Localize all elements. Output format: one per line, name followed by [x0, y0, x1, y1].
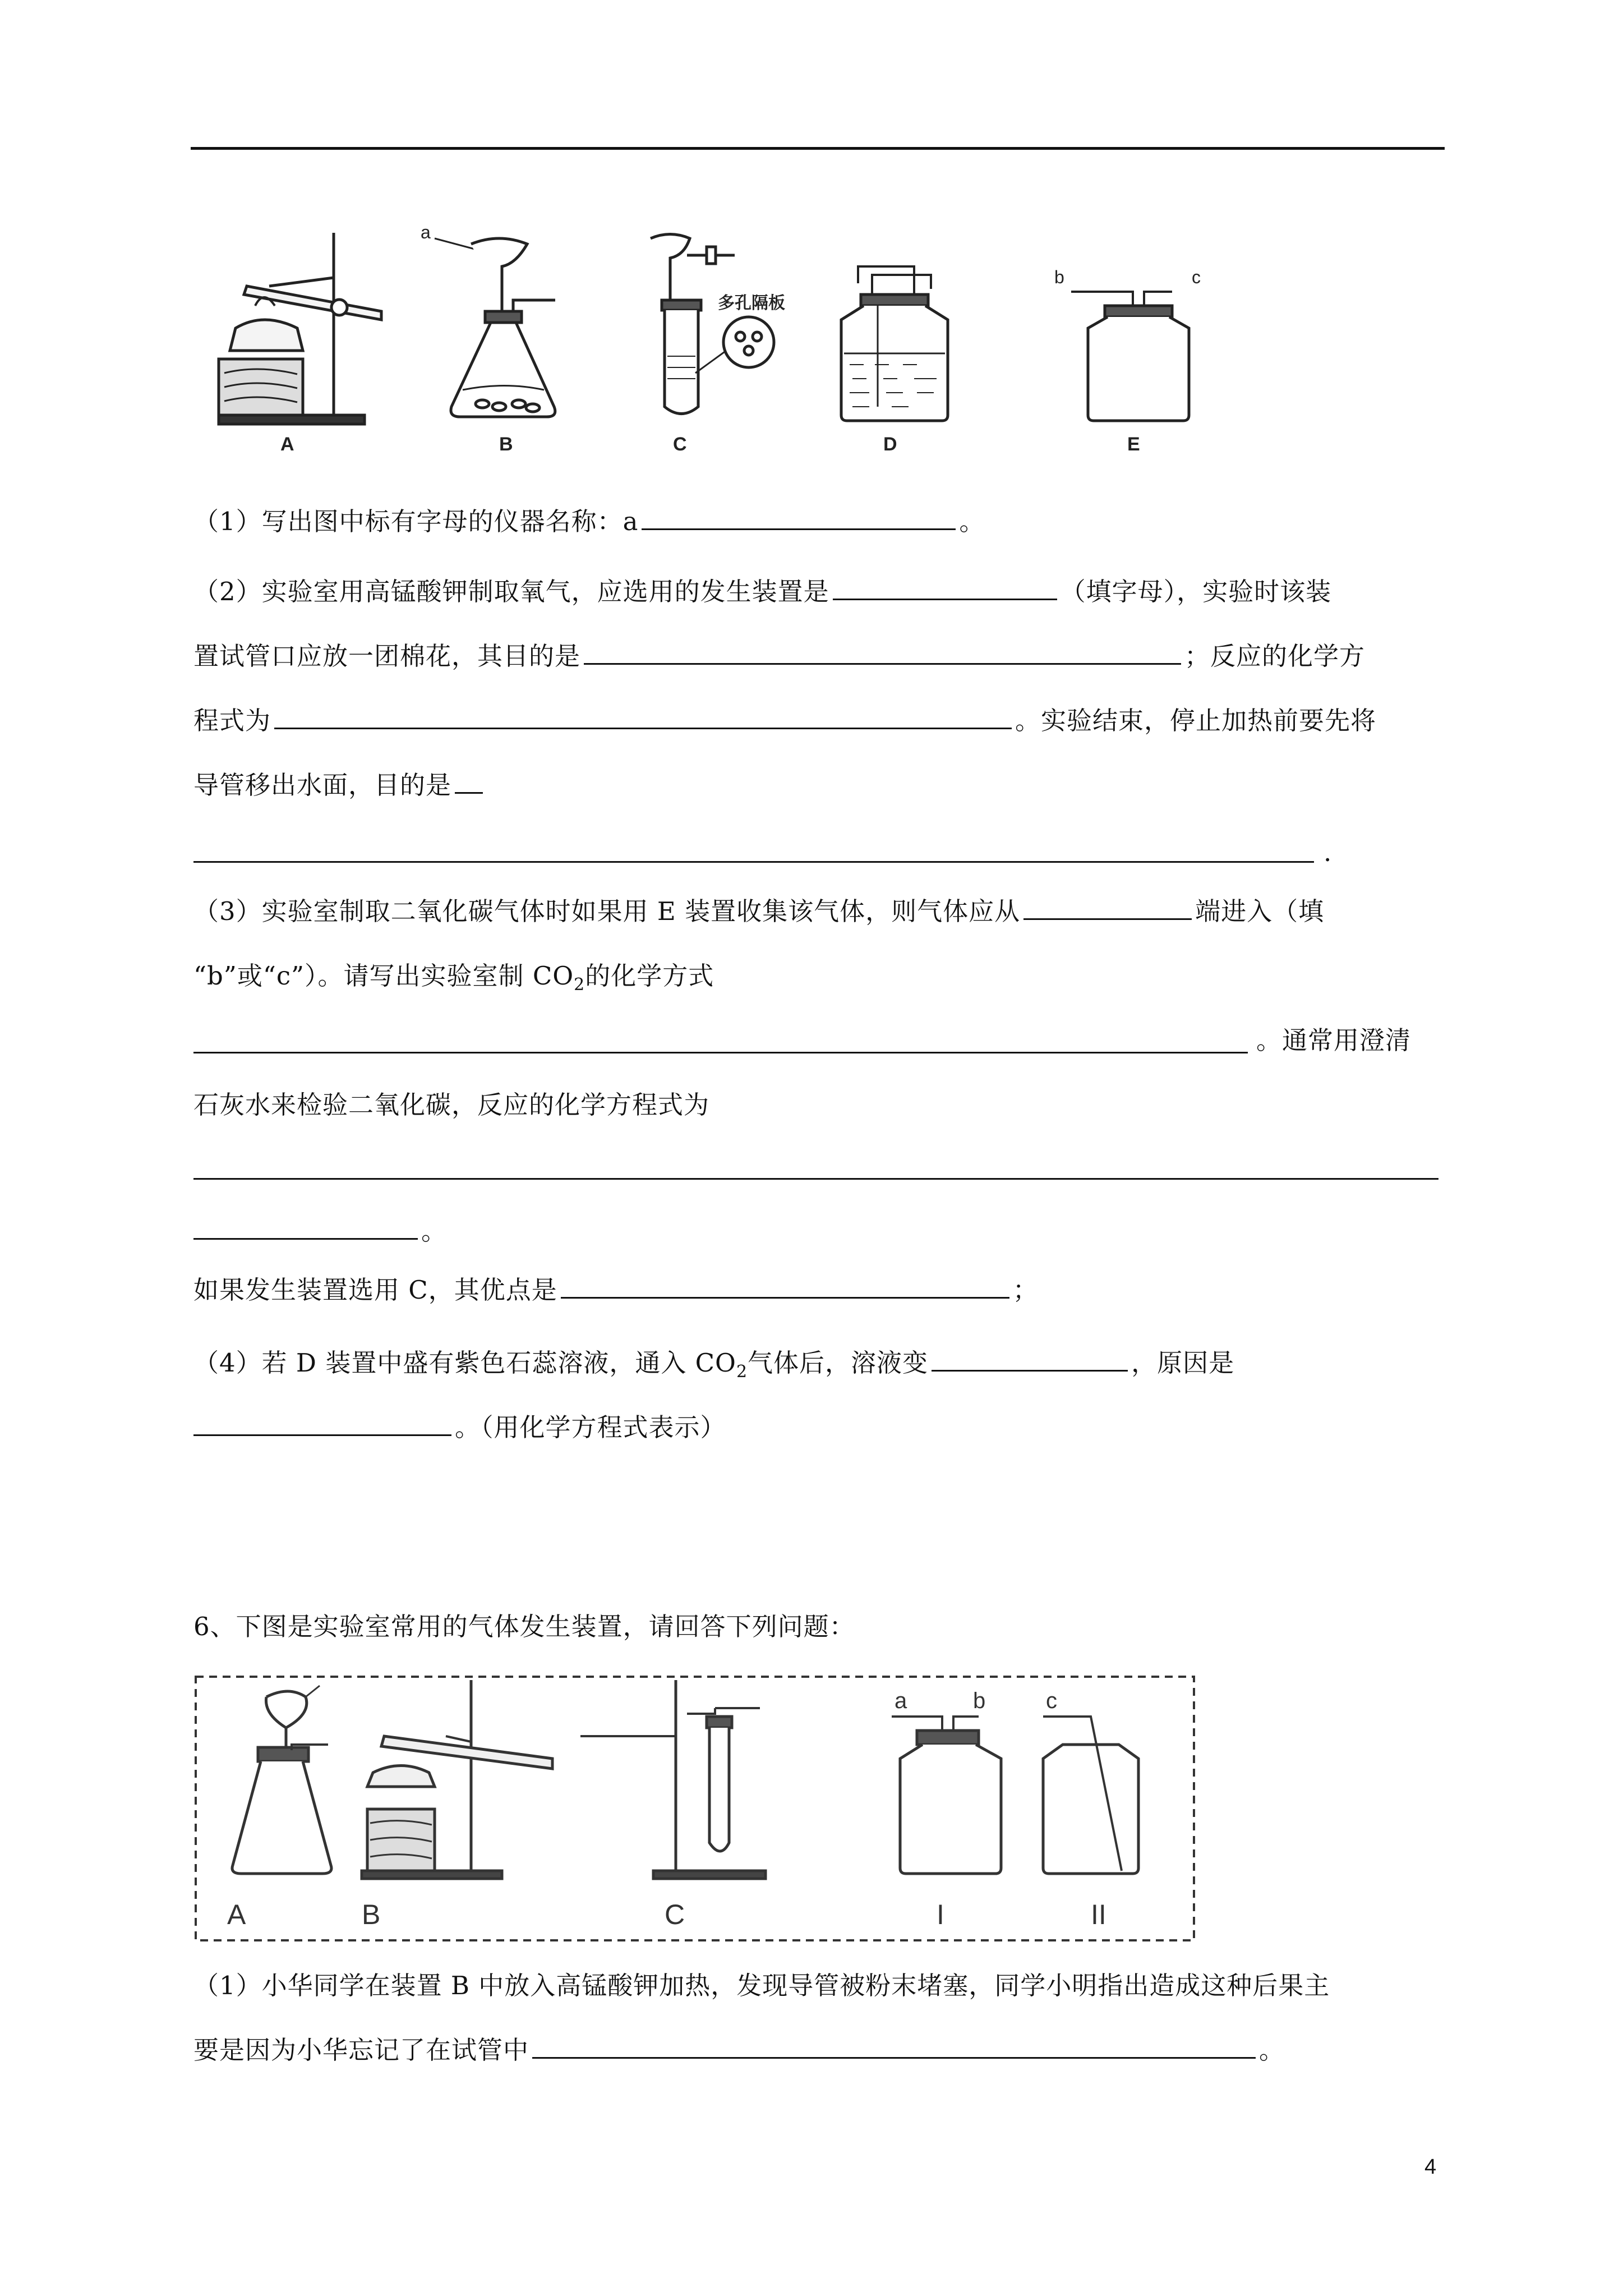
apparatus-figure-2: [193, 1674, 1197, 1944]
q5-p3-l4: 石灰水来检验二氧化碳，反应的化学方程式为: [193, 1090, 710, 1120]
apparatus-6-ii: [1043, 1688, 1138, 1930]
apparatus-b: [421, 222, 555, 455]
co2-subscript-2: 2: [736, 1362, 748, 1382]
q5-p3-l6: [193, 1214, 447, 1248]
q5-p2-l2: [193, 639, 1365, 673]
q5-p2-l4-text: 导管移出水面，目的是: [193, 770, 452, 800]
apparatus-d: [841, 266, 948, 455]
blank-co2-equation[interactable]: [193, 1052, 1248, 1053]
label-b: B: [499, 434, 513, 455]
q5-p4-l1-a: （4）若 D 装置中盛有紫色石蕊溶液，通入 CO: [193, 1348, 736, 1378]
blank-device-letter[interactable]: [833, 575, 1057, 600]
blank-purpose-line[interactable]: [193, 861, 1314, 863]
q5-p3-l1-a: （3）实验室制取二氧化碳气体时如果用 E 装置收集该气体，则气体应从: [193, 896, 1021, 926]
q5-p3-l7-b: ；: [1012, 1275, 1039, 1305]
q5-p2-l3: [193, 704, 1376, 738]
label-6-i: I: [937, 1899, 944, 1930]
q5-p4-l1-c: ，原因是: [1131, 1348, 1235, 1378]
pointer-6a: a: [895, 1688, 907, 1713]
page-number: 4: [1424, 2155, 1437, 2179]
q5-p3-l7: [193, 1273, 1039, 1307]
q6-p1-l2-a: 要是因为小华忘记了在试管中: [193, 2035, 529, 2065]
q5-p4-l2: [193, 1411, 726, 1444]
blank-advantage-c[interactable]: [561, 1273, 1009, 1299]
q5-p2-l1-b: （填字母），实验时该装: [1060, 577, 1332, 606]
q5-p3-l1: [193, 895, 1324, 928]
q5-p3-l6-end: 。: [421, 1216, 448, 1246]
blank-purpose-start[interactable]: [455, 769, 483, 794]
pointer-6b: b: [973, 1688, 986, 1713]
blank-limewater-equation[interactable]: [193, 1178, 1438, 1180]
pointer-c: c: [1192, 267, 1201, 287]
q5-p2-l3-a: 程式为: [193, 706, 271, 735]
q5-p3-l3-end: 。通常用澄清: [1256, 1025, 1412, 1055]
blank-instrument-a[interactable]: [642, 505, 956, 530]
apparatus-6b: [362, 1680, 552, 1930]
q5-p2-l2-a: 置试管口应放一团棉花，其目的是: [193, 641, 581, 671]
q5-p3-l1-b: 端进入（填: [1195, 896, 1325, 926]
blank-forgot[interactable]: [532, 2033, 1256, 2059]
label-c: C: [673, 434, 687, 455]
apparatus-6c: [580, 1680, 766, 1930]
q5-p4-l2-end: 。（用化学方程式表示）: [455, 1412, 726, 1442]
blank-limewater-equation-cont[interactable]: [193, 1214, 418, 1240]
apparatus-6a: [227, 1686, 331, 1930]
q5-p2-l1-a: （2）实验室用高锰酸钾制取氧气，应选用的发生装置是: [193, 577, 829, 606]
q5-p3-l2-a: “b”或“c”）。请写出实验室制 CO: [193, 961, 574, 991]
q5-p2-l3-b: 。实验结束，停止加热前要先将: [1015, 706, 1377, 735]
pointer-a: a: [421, 222, 431, 242]
apparatus-c: [651, 234, 785, 455]
blank-cotton-purpose[interactable]: [584, 639, 1181, 665]
q6-intro: 6、下图是实验室常用的气体发生装置，请回答下列问题：: [193, 1612, 855, 1641]
q5-p3-l2-b: 的化学方式: [585, 961, 714, 991]
q6-p1-l2-end: 。: [1259, 2035, 1285, 2065]
apparatus-e: [1054, 267, 1201, 455]
blank-reason-equation[interactable]: [193, 1411, 451, 1436]
co2-subscript: 2: [574, 975, 585, 995]
q5-p3-l7-a: 如果发生装置选用 C，其优点是: [193, 1275, 557, 1305]
pointer-b: b: [1054, 267, 1064, 287]
label-6-ii: II: [1091, 1899, 1106, 1930]
q5-p2-l4: [193, 769, 486, 802]
q5-p1-end: 。: [959, 507, 985, 536]
label-6b: B: [362, 1899, 381, 1930]
blank-color[interactable]: [932, 1346, 1128, 1372]
apparatus-a: [219, 233, 381, 455]
q5-p2-l5-end: .: [1324, 838, 1332, 867]
label-a: A: [280, 434, 294, 455]
callout-porous-plate: 多孔隔板: [718, 293, 785, 313]
pointer-6c: c: [1046, 1688, 1057, 1713]
label-6a: A: [227, 1899, 246, 1930]
blank-equation-1[interactable]: [274, 704, 1012, 729]
q5-p4-l1: [193, 1346, 1234, 1389]
q5-p1-text: （1）写出图中标有字母的仪器名称：a: [193, 507, 639, 536]
q5-p1: [193, 505, 985, 539]
blank-gas-port[interactable]: [1023, 895, 1192, 920]
header-rule: [191, 147, 1445, 150]
q5-p2-l2-b: ；反应的化学方: [1184, 641, 1366, 671]
q5-p3-l2: [193, 959, 714, 1002]
label-e: E: [1127, 434, 1140, 455]
apparatus-6-i: [892, 1688, 1001, 1930]
label-d: D: [883, 434, 897, 455]
apparatus-figure-1: [213, 222, 1279, 463]
q6-p1-l1: （1）小华同学在装置 B 中放入高锰酸钾加热，发现导管被粉末堵塞，同学小明指出造成这种后果主: [193, 1971, 1330, 2000]
q6-p1-l2: [193, 2033, 1285, 2067]
q5-p2-l1: [193, 575, 1331, 609]
q5-p4-l1-b: 气体后，溶液变: [748, 1348, 929, 1378]
label-6c: C: [665, 1899, 685, 1930]
